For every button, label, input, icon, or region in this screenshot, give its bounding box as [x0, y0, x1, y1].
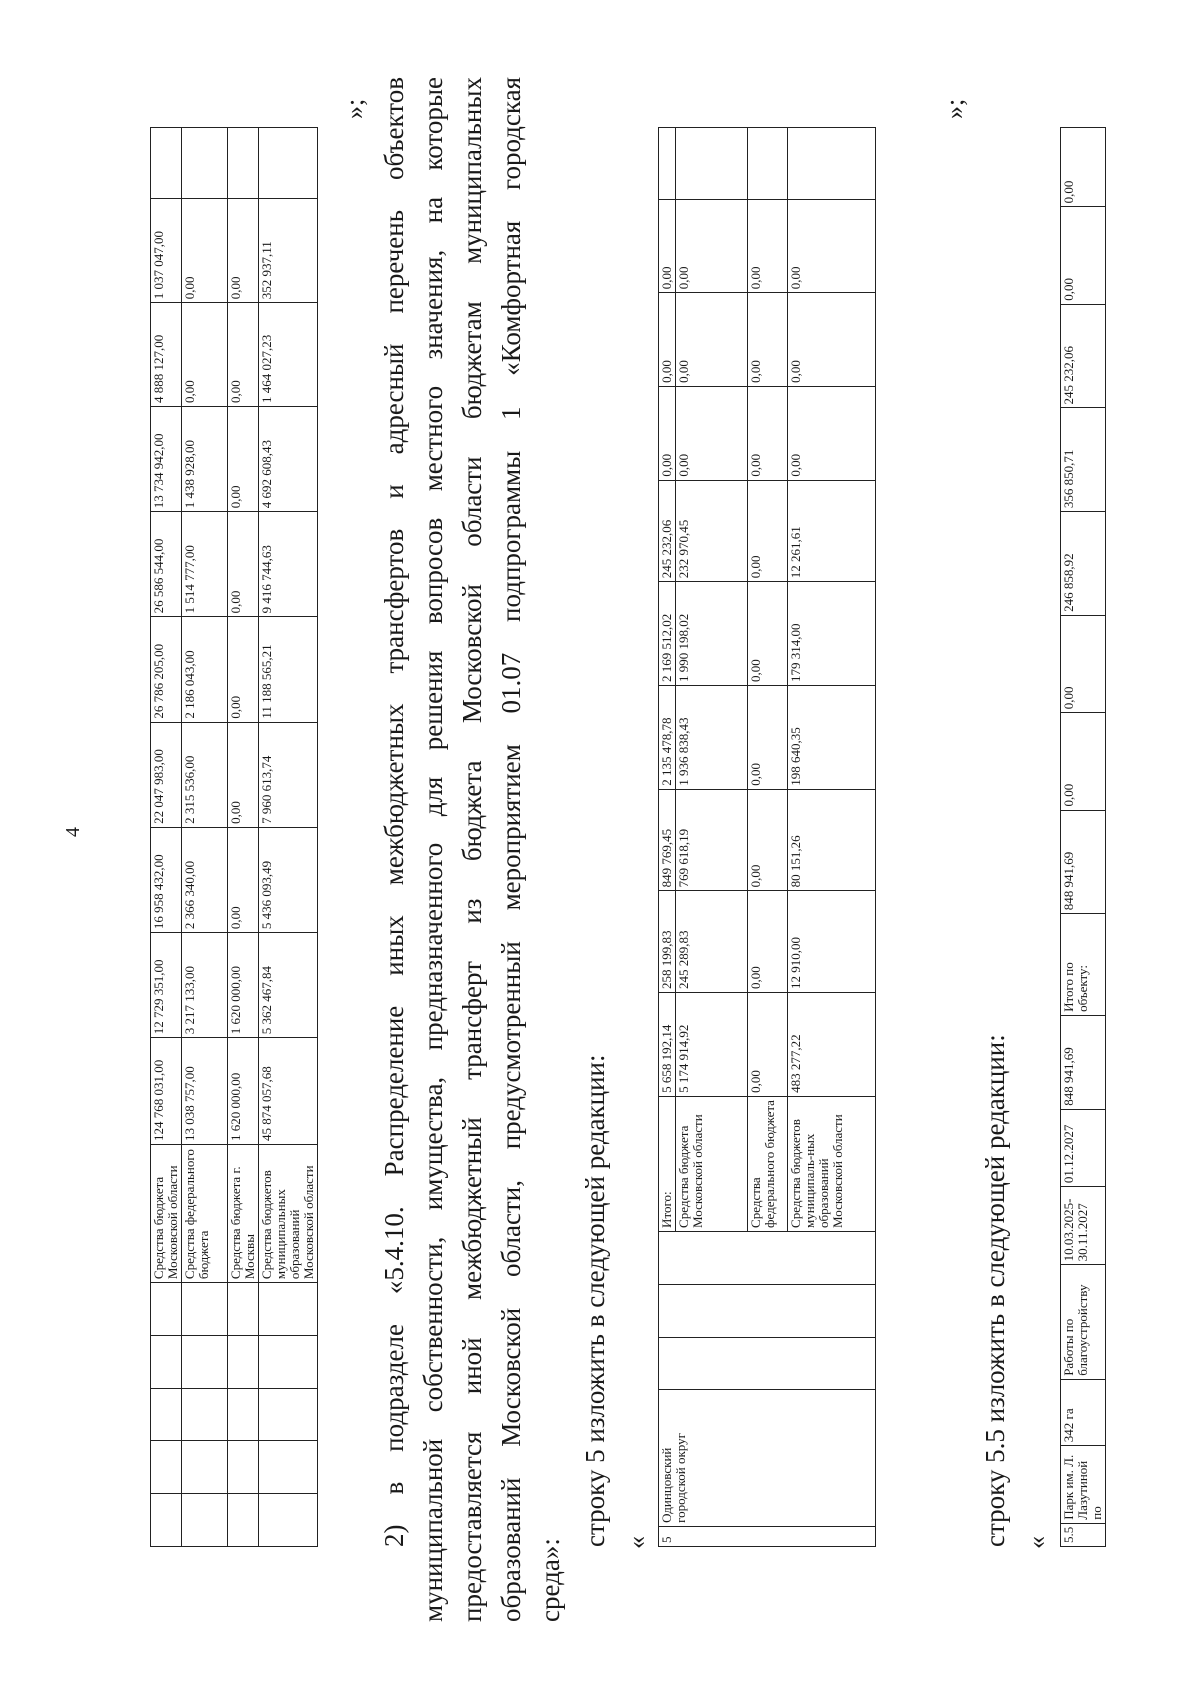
table2-value: 0,00 — [676, 386, 748, 480]
table1-row — [182, 128, 228, 1547]
table1-empty-cell — [228, 1441, 259, 1494]
table2-value: 483 277,22 — [788, 993, 876, 1097]
table1-value: 0,00 — [228, 617, 259, 722]
table2-value: 245 289,83 — [676, 891, 748, 993]
table2-value: 5 658 192,14 — [659, 993, 676, 1097]
row55-work: Работы по благоустройству — [1061, 1265, 1106, 1379]
paragraph-line-3: предоставляется иной межбюджетный трансферт из бюджета Московской области бюджетам муниципальных — [457, 77, 487, 1622]
table1-value: 4 888 127,00 — [151, 303, 182, 407]
table1-empty-cell — [182, 1335, 228, 1388]
table1-empty-cell — [259, 1335, 318, 1388]
table1-empty-cell — [182, 128, 228, 199]
table2-value: 179 314,00 — [788, 582, 876, 686]
table1-value: 7 960 613,74 — [259, 722, 318, 827]
table2-empty-cell — [659, 1231, 876, 1284]
row55-value: 246 858,92 — [1061, 512, 1106, 616]
table1-value: 0,00 — [228, 722, 259, 827]
table1-value: 22 047 983,00 — [151, 722, 182, 827]
table2-value: 0,00 — [788, 293, 876, 387]
table2-value: 0,00 — [748, 199, 788, 293]
table2-value: 0,00 — [788, 199, 876, 293]
table2-empty-cell — [659, 128, 676, 200]
table2-value: 5 174 914,92 — [676, 993, 748, 1097]
table1-source: Средства бюджета Московской области — [151, 1144, 182, 1282]
table1-source: Средства федерального бюджета — [182, 1144, 228, 1282]
row55-table — [1060, 127, 1106, 1547]
table1-empty-cell — [151, 1494, 182, 1547]
table1-value: 0,00 — [228, 303, 259, 407]
table1-value: 0,00 — [182, 199, 228, 303]
table1-value: 2 315 536,00 — [182, 722, 228, 827]
row55-value: 848 941,69 — [1061, 810, 1106, 914]
row55-value: 0,00 — [1061, 615, 1106, 712]
row55-date: 01.12.2027 — [1061, 1109, 1106, 1186]
table1-empty-cell — [182, 1494, 228, 1547]
table1-value: 16 958 432,00 — [151, 827, 182, 932]
table2-value: 0,00 — [748, 789, 788, 891]
row55-object: Парк им. Л. Лазутиной по — [1061, 1446, 1106, 1524]
table1-empty-cell — [228, 128, 259, 199]
row5-instruction: строку 5 изложить в следующей редакции: — [580, 1054, 610, 1547]
table1-value: 0,00 — [228, 199, 259, 303]
table1-value: 5 362 467,84 — [259, 933, 318, 1038]
table3-opening-quote: « — [1022, 1536, 1051, 1549]
table2-value: 0,00 — [748, 993, 788, 1097]
table1-value: 26 786 205,00 — [151, 617, 182, 722]
table2-source: Средства федерального бюджета — [748, 1096, 788, 1231]
table1-value: 124 768 031,00 — [151, 1038, 182, 1145]
table1-empty-cell — [182, 1441, 228, 1494]
table1-row — [151, 128, 182, 1547]
paragraph-line-1: 2) в подразделе «5.4.10. Распределение иных межбюджетных трансфертов и адресный перечень объектов — [379, 77, 409, 1547]
table2-value: 12 910,00 — [788, 891, 876, 993]
table2-value: 0,00 — [748, 891, 788, 993]
row55-period: 10.03.2025-30.11.2027 — [1061, 1187, 1106, 1265]
table1-value: 0,00 — [228, 406, 259, 511]
table1-value: 13 038 757,00 — [182, 1038, 228, 1145]
row55 — [1061, 128, 1106, 1547]
table1-empty-cell — [228, 1335, 259, 1388]
row55-value: 356 850,71 — [1061, 408, 1106, 512]
table1-row — [228, 128, 259, 1547]
table1-value: 2 366 340,00 — [182, 827, 228, 932]
table2-value: 2 135 478,78 — [659, 686, 676, 790]
table2-source: Средства бюджета Московской области — [676, 1096, 748, 1231]
table1-empty-cell — [182, 1283, 228, 1336]
table1-value: 0,00 — [228, 512, 259, 617]
table1-value: 5 436 093,49 — [259, 827, 318, 932]
table2-value: 80 151,26 — [788, 789, 876, 891]
table1-empty-cell — [151, 1441, 182, 1494]
funding-table-continuation — [150, 127, 318, 1547]
row55-cost: 848 941,69 — [1061, 1015, 1106, 1109]
table1-empty-cell — [259, 1388, 318, 1441]
table1-value: 1 620 000,00 — [228, 1038, 259, 1145]
table1-value: 1 620 000,00 — [228, 933, 259, 1038]
table2-row-number: 5 — [659, 1526, 876, 1546]
row55-value: 245 232,06 — [1061, 304, 1106, 408]
table2-value: 0,00 — [659, 293, 676, 387]
paragraph-line-2: муниципальной собственности, имущества, предназначенного для решения вопросов местного значения, на которые — [418, 77, 448, 1622]
table1-empty-cell — [151, 1388, 182, 1441]
table1-empty-cell — [259, 1494, 318, 1547]
table1-value: 2 186 043,00 — [182, 617, 228, 722]
table2-value: 0,00 — [659, 386, 676, 480]
table2-value: 2 169 512,02 — [659, 582, 676, 686]
table2-value: 0,00 — [748, 686, 788, 790]
table2-source: Средства бюджетов муниципаль-ных образований Московской области — [788, 1096, 876, 1231]
table1-value: 12 729 351,00 — [151, 933, 182, 1038]
row55-instruction: строку 5.5 изложить в следующей редакции: — [980, 1034, 1010, 1547]
table1-value: 9 416 744,63 — [259, 512, 318, 617]
table2-opening-quote: « — [622, 1536, 651, 1549]
table2-value: 0,00 — [748, 582, 788, 686]
table1-empty-cell — [228, 1494, 259, 1547]
row55-number: 5.5 — [1061, 1523, 1106, 1546]
table2-empty-cell — [659, 1337, 876, 1390]
table1-empty-cell — [182, 1388, 228, 1441]
table2-empty-cell — [659, 1284, 876, 1337]
table1-source: Средства бюджетов муниципальных образований Московской области — [259, 1144, 318, 1282]
paragraph-line-5: среда»: — [535, 1538, 565, 1622]
table2-value: 12 261,61 — [788, 480, 876, 582]
table1-value: 1 438 928,00 — [182, 406, 228, 511]
table2-value: 0,00 — [676, 199, 748, 293]
row55-area: 342 га — [1061, 1379, 1106, 1445]
table1-value: 45 874 057,68 — [259, 1038, 318, 1145]
table2-value: 258 199,83 — [659, 891, 676, 993]
table2-value: 1 936 838,43 — [676, 686, 748, 790]
table2-value: 198 640,35 — [788, 686, 876, 790]
table1-empty-cell — [151, 1335, 182, 1388]
row5-table — [658, 127, 876, 1547]
table2-value: 0,00 — [788, 386, 876, 480]
page-number: 4 — [62, 827, 84, 837]
table1-row — [259, 128, 318, 1547]
table2-value: 245 232,06 — [659, 480, 676, 582]
table1-empty-cell — [228, 1388, 259, 1441]
table1-empty-cell — [259, 1283, 318, 1336]
row55-value: 0,00 — [1061, 713, 1106, 810]
table1-value: 1 037 047,00 — [151, 199, 182, 303]
table1-value: 0,00 — [182, 303, 228, 407]
table1-value: 352 937,11 — [259, 199, 318, 303]
table1-value: 13 734 942,00 — [151, 406, 182, 511]
paragraph-line-4: образований Московской области, предусмотренный мероприятием 01.07 подпрограммы 1 «Комфортная городская — [496, 77, 526, 1622]
table2-municipality: Одинцовский городской округ — [659, 1390, 876, 1526]
table2-empty-cell — [788, 128, 876, 200]
table2-value: 232 970,45 — [676, 480, 748, 582]
table1-empty-cell — [259, 1441, 318, 1494]
table1-value: 11 188 565,21 — [259, 617, 318, 722]
table2-value: 0,00 — [748, 293, 788, 387]
table2-value: 1 990 198,02 — [676, 582, 748, 686]
row55-value: 0,00 — [1061, 128, 1106, 207]
table1-value: 1 464 027,23 — [259, 303, 318, 407]
table1-value: 26 586 544,00 — [151, 512, 182, 617]
table1-empty-cell — [151, 1283, 182, 1336]
table2-value: 0,00 — [748, 386, 788, 480]
table1-empty-cell — [259, 128, 318, 199]
table2-empty-cell — [676, 128, 748, 200]
table2-source: Итого: — [659, 1096, 676, 1231]
table1-value: 4 692 608,43 — [259, 406, 318, 511]
table1-value: 1 514 777,00 — [182, 512, 228, 617]
table2-value: 769 618,19 — [676, 789, 748, 891]
table2-value: 849 769,45 — [659, 789, 676, 891]
row55-value: 0,00 — [1061, 207, 1106, 304]
table2-value: 0,00 — [659, 199, 676, 293]
table1-source: Средства бюджета г. Москвы — [228, 1144, 259, 1282]
row55-total-label: Итого по объекту: — [1061, 914, 1106, 1016]
table1-value: 3 217 133,00 — [182, 933, 228, 1038]
table2-row — [659, 128, 676, 1547]
table1-closing-quote: »; — [340, 98, 369, 119]
table2-closing-quote: »; — [940, 98, 969, 119]
table2-empty-cell — [748, 128, 788, 200]
table2-value: 0,00 — [676, 293, 748, 387]
table2-value: 0,00 — [748, 480, 788, 582]
table1-value: 0,00 — [228, 827, 259, 932]
table1-empty-cell — [151, 128, 182, 199]
table1-empty-cell — [228, 1283, 259, 1336]
